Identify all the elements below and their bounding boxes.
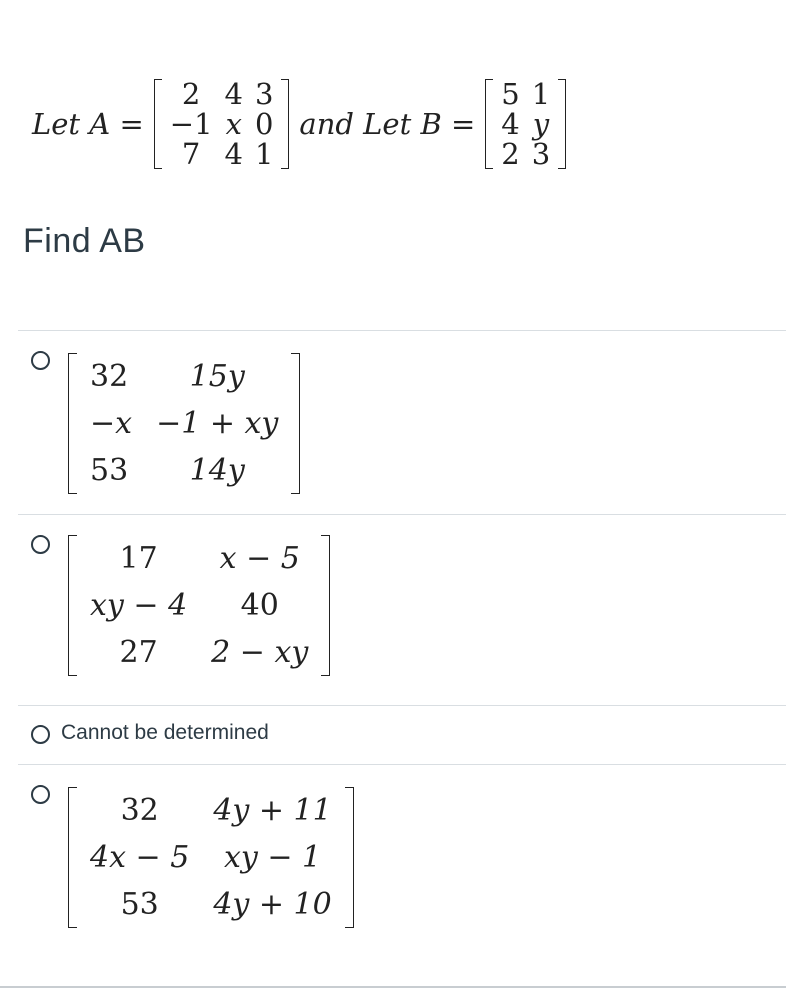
matrix-a-cell: 3 xyxy=(254,76,274,111)
option-matrix xyxy=(68,535,330,676)
option-cell: 53 xyxy=(90,452,129,488)
option-cell: x − 5 xyxy=(219,540,300,576)
option-cell: 4y + 11 xyxy=(213,792,332,828)
matrix-b xyxy=(485,76,566,171)
answer-option-2[interactable] xyxy=(0,515,786,705)
matrix-a-cell: −1 xyxy=(169,106,213,141)
option-cell: 2 − xy xyxy=(211,634,309,670)
radio-button[interactable] xyxy=(31,351,50,370)
matrix-b-cell: 5 xyxy=(501,76,520,111)
option-2-matrix xyxy=(68,535,330,684)
matrix-a-cell: 4 xyxy=(224,136,243,171)
question-stem xyxy=(0,0,786,330)
option-cell: xy − 4 xyxy=(90,587,188,623)
option-cell: 4y + 10 xyxy=(213,886,332,922)
matrix-b-cell: 4 xyxy=(501,106,520,141)
let-a-label: Let A = xyxy=(32,107,144,141)
matrix-a-cell: x xyxy=(225,106,242,141)
option-cell: 27 xyxy=(119,634,158,670)
option-1-matrix xyxy=(68,353,300,502)
option-cell: 53 xyxy=(120,886,159,922)
bottom-divider xyxy=(0,986,786,988)
option-cell: 32 xyxy=(120,792,159,828)
radio-button[interactable] xyxy=(31,785,50,804)
matrix-b-cell: y xyxy=(532,106,550,141)
option-3-label: Cannot be determined xyxy=(61,721,269,744)
question-prompt: Find AB xyxy=(23,222,146,260)
answer-option-3[interactable] xyxy=(0,706,786,764)
matrix-b-cell: 3 xyxy=(531,136,551,171)
matrix-definitions xyxy=(32,76,566,171)
option-cell: −x xyxy=(90,405,133,441)
option-cell: 14y xyxy=(189,452,245,488)
matrix-a xyxy=(154,76,290,171)
option-cell: 32 xyxy=(90,358,129,394)
option-cell: −1 + xy xyxy=(156,405,279,441)
matrix-a-cell: 4 xyxy=(224,76,243,111)
matrix-b-cell: 1 xyxy=(531,76,551,111)
matrix-a-cell: 0 xyxy=(254,106,274,141)
option-matrix xyxy=(68,787,354,928)
matrix-a-cell: 2 xyxy=(181,76,201,111)
option-cell: xy − 1 xyxy=(223,839,322,875)
answer-option-4[interactable] xyxy=(0,765,786,965)
option-cell: 15y xyxy=(189,358,245,394)
option-cell: 4x − 5 xyxy=(90,839,190,875)
option-cell: 17 xyxy=(119,540,158,576)
radio-button[interactable] xyxy=(31,725,50,744)
radio-button[interactable] xyxy=(31,535,50,554)
option-matrix xyxy=(68,353,300,494)
option-cell: 40 xyxy=(240,587,279,623)
option-4-matrix xyxy=(68,787,354,936)
matrix-a-cell: 1 xyxy=(254,136,274,171)
answer-option-1[interactable] xyxy=(0,331,786,514)
matrix-a-cell: 7 xyxy=(181,136,201,171)
matrix-b-cell: 2 xyxy=(501,136,520,171)
let-b-label: and Let B = xyxy=(299,107,476,141)
